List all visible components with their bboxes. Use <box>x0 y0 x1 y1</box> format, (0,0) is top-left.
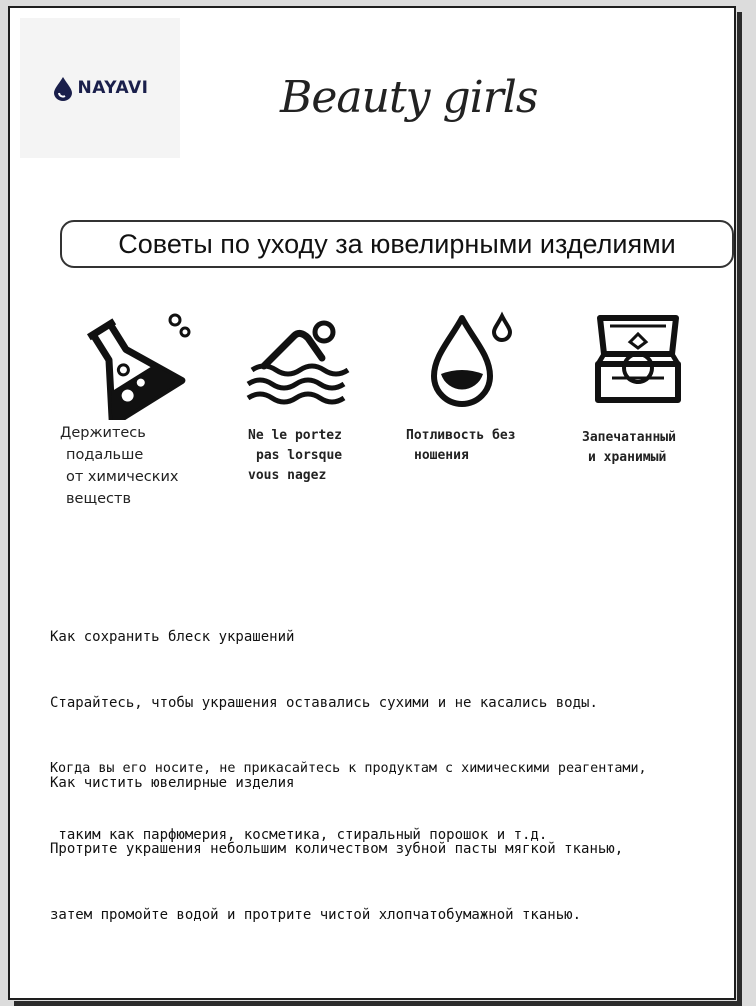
section-line: Протрите украшения небольшим количеством зубной пасты мягкой тканью, <box>50 841 624 857</box>
heading-box <box>60 220 734 268</box>
tip-chemicals <box>60 422 179 510</box>
tip-swimming <box>248 426 342 486</box>
section-line: затем промойте водой и протрите чистой хлопчатобумажной тканью. <box>50 907 582 923</box>
tip-line: Ne le portez <box>248 428 342 443</box>
swimmer-icon <box>242 314 354 410</box>
script-title: Beauty girls <box>280 72 538 123</box>
tip-line: Держитесь <box>60 425 146 441</box>
section-title: Как сохранить блеск украшений <box>50 629 295 645</box>
page-heading: Советы по уходу за ювелирными изделиями <box>118 228 676 259</box>
sweat-drop-icon <box>424 310 520 416</box>
tip-line: веществ <box>66 491 132 507</box>
clean-section <box>50 728 623 970</box>
section-line: таким как парфюмерия, косметика, стиральный порошок и т.д. <box>50 827 548 843</box>
page-card <box>8 6 736 1000</box>
tip-sweat <box>406 426 516 466</box>
tip-line: от химических <box>66 469 179 485</box>
tip-line: vous nagez <box>248 468 327 483</box>
water-drop-icon <box>52 75 74 101</box>
section-line: Старайтесь, чтобы украшения оставались сухими и не касались воды. <box>50 695 598 711</box>
tip-line: и хранимый <box>588 450 667 465</box>
brand-name: NAYAVI <box>77 78 149 98</box>
section-line: Когда вы его носите, не прикасайтесь к продуктам с химическими реагентами, <box>50 761 647 776</box>
brand-logo <box>20 18 180 158</box>
section-title: Как чистить ювелирные изделия <box>50 775 295 791</box>
chemical-flask-icon <box>72 308 192 420</box>
tip-line: подальше <box>66 447 144 463</box>
tip-line: ношения <box>414 448 469 463</box>
jewelry-box-icon <box>590 308 686 408</box>
tip-line: Запечатанный <box>582 430 676 445</box>
tip-line: pas lorsque <box>256 448 343 463</box>
tip-storage <box>582 428 676 468</box>
tip-line: Потливость без <box>406 428 516 443</box>
